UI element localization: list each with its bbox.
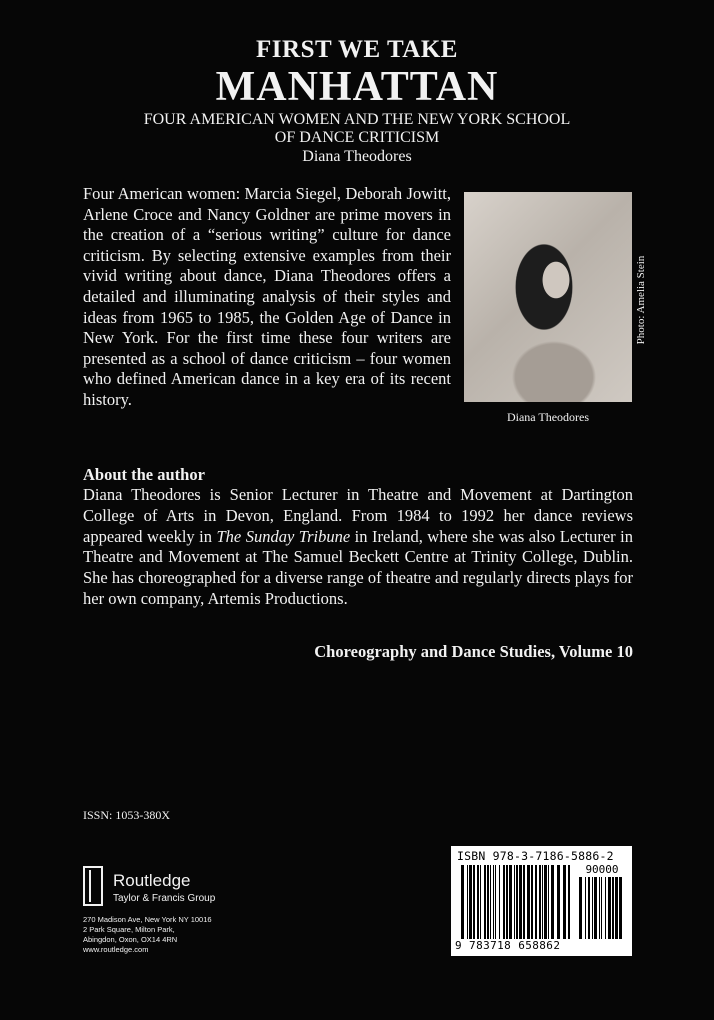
barcode-bar (509, 865, 512, 939)
photo-caption: Diana Theodores (506, 410, 590, 424)
routledge-logo-icon (83, 866, 103, 906)
barcode-bar (585, 877, 586, 939)
barcode-bar (588, 877, 590, 939)
barcode-bar (484, 865, 486, 939)
barcode-bar (487, 865, 489, 939)
address-line: 270 Madison Ave, New York NY 10016 (83, 915, 212, 924)
ean-digits: 9 783718 658862 (455, 939, 561, 952)
barcode-bar (608, 877, 611, 939)
barcode-bar (594, 877, 597, 939)
barcode-bar (601, 877, 602, 939)
subtitle-line-2: OF DANCE CRITICISM (274, 129, 440, 146)
author-photo (464, 192, 632, 402)
barcode-bar (490, 865, 491, 939)
price-code: 90000 (585, 863, 619, 876)
barcode-bar (619, 877, 622, 939)
address-line: 2 Park Square, Milton Park, (83, 925, 175, 934)
barcode-bar (503, 865, 505, 939)
barcode-bar (495, 865, 496, 939)
barcode-bar (506, 865, 508, 939)
address-line: Abingdon, Oxon, OX14 4RN (83, 935, 178, 944)
barcode-bar (542, 865, 543, 939)
barcode-bar (615, 877, 618, 939)
publisher-group: Taylor & Francis Group (113, 893, 216, 904)
barcode-bar (535, 865, 537, 939)
publisher-address (83, 915, 212, 955)
barcode-bar (477, 865, 479, 939)
address-line: www.routledge.com (83, 945, 149, 954)
barcode-bar (612, 877, 614, 939)
barcode-bar (557, 865, 560, 939)
barcode-bar (516, 865, 518, 939)
barcode-bar (563, 865, 566, 939)
cover-author: Diana Theodores (302, 148, 412, 165)
barcode-bar (523, 865, 525, 939)
addon-barcode-bars (579, 877, 625, 939)
subtitle-line-1: FOUR AMERICAN WOMEN AND THE NEW YORK SCHOOL (143, 111, 571, 128)
barcode-bar (467, 865, 468, 939)
barcode-bar (480, 865, 481, 939)
blurb-text: Four American women: Marcia Siegel, Deborah Jowitt, Arlene Croce and Nancy Goldner are prime movers in the creation of a “serious writing” culture for dance criticism. By selecting extensive examples from their vivid writing about dance, Diana Theodores offers a detailed and illuminating analysis of their styles and ideas from 1965 to 1985, the Golden Age of Dance in New York. For the first time these four writers are presented as a school of dance criticism – four women who defined American dance in a key era of its recent history. (83, 184, 451, 409)
title-line-1: FIRST WE TAKE (256, 36, 458, 63)
photo-credit: Photo: Amelia Stein (635, 255, 647, 345)
barcode-bar (493, 865, 494, 939)
isbn-text: ISBN 978-3-7186-5886-2 (457, 849, 614, 863)
barcode-bar (568, 865, 570, 939)
barcode-bar (514, 865, 515, 939)
series-title: Choreography and Dance Studies, Volume 10 (314, 642, 633, 661)
barcode-bar (548, 865, 549, 939)
publisher-name: Routledge (113, 871, 191, 890)
barcode-bar (539, 865, 541, 939)
subtitle (0, 111, 714, 147)
barcode-bars (461, 865, 573, 939)
issn: ISSN: 1053-380X (83, 808, 171, 822)
barcode-bar (473, 865, 475, 939)
barcode-bar (519, 865, 522, 939)
about-heading: About the author (83, 465, 205, 484)
barcode-bar (499, 865, 500, 939)
barcode-bar (544, 865, 547, 939)
barcode-bar (605, 877, 606, 939)
barcode-bar (551, 865, 554, 939)
title-line-2: MANHATTAN (215, 64, 499, 110)
about-text (83, 485, 633, 610)
barcode-bar (469, 865, 472, 939)
barcode-bar (527, 865, 530, 939)
barcode-bar (531, 865, 533, 939)
about-text-part1: Diana Theodores is Senior Lecturer in Theatre and Movement at Dartington College of Arts in Devon, England. From 1984 to 1992 her dance reviews appeared weekly in (83, 485, 633, 546)
barcode-bar (599, 877, 600, 939)
isbn-barcode (451, 846, 632, 956)
barcode-bar (461, 865, 464, 939)
about-text-italic: The Sunday Tribune (216, 526, 351, 546)
barcode-bar (592, 877, 593, 939)
about-text-part2: in Ireland, where she was also Lecturer in Theatre and Movement at The Samuel Beckett Centre at Trinity College, Dublin. She has choreographed for a diverse range of theatre and regularly directs plays for her own company, Artemis Productions. (83, 526, 633, 608)
barcode-bar (579, 877, 582, 939)
